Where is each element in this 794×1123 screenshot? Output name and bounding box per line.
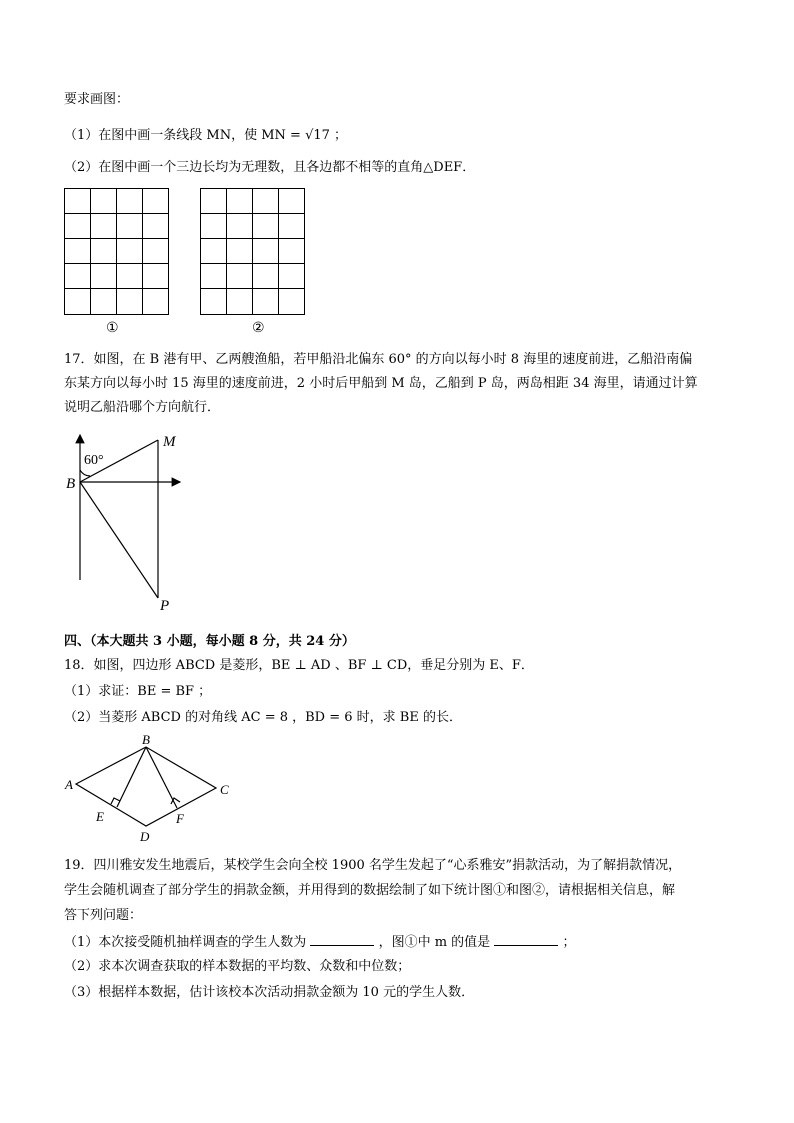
grid-figure-2 (200, 188, 306, 316)
grid-label-2: ② (252, 320, 265, 336)
point-D-label: D (140, 829, 150, 844)
point-C-label: C (220, 782, 229, 797)
q17-line3: 说明乙船沿哪个方向航行． (64, 400, 221, 415)
angle-arc (80, 470, 90, 476)
fig18-rhombus-diagram (60, 732, 240, 847)
fig17-navigation-diagram (60, 430, 200, 615)
point-F-label: F (176, 811, 184, 826)
q16-part1: （1）在图中画一条线段 MN，使 MN = √17 ； (64, 128, 348, 143)
grid-figure-1 (64, 188, 170, 316)
point-B-label: B (66, 476, 76, 492)
q19-part2: （2）求本次调查获取的样本数据的平均数、众数和中位数； (64, 959, 411, 974)
q17-line1: 17．如图，在 B 港有甲、乙两艘渔船，若甲船沿北偏东 60° 的方向以每小时 8 海里的速度前进，乙船沿南偏 (64, 352, 693, 367)
point-A-label: A (65, 777, 73, 792)
intro-text: 要求画图： (64, 92, 130, 107)
q19-line3: 答下列问题： (64, 908, 143, 923)
answer-blank-m[interactable] (494, 931, 558, 946)
q17-line2: 东某方向以每小时 15 海里的速度前进，2 小时后甲船到 M 岛，乙船到 P 岛，两岛相距 34 海里，请通过计算 (64, 376, 698, 391)
grid-label-1: ① (106, 320, 119, 336)
q19-part1-text-b: ，图①中 m 的值是 (378, 935, 491, 950)
q18-stem: 18．如图，四边形 ABCD 是菱形，BE ⊥ AD 、BF ⊥ CD，垂足分别为 E、F． (64, 658, 534, 673)
point-P-label: P (160, 598, 170, 614)
q18-part2: （2）当菱形 ABCD 的对角线 AC = 8 ，BD = 6 时，求 BE 的长． (64, 710, 462, 725)
line-BP (80, 482, 158, 598)
q19-part1-text-c: ； (562, 935, 576, 950)
line-BE (117, 747, 146, 807)
q19-part1 (64, 931, 575, 953)
q19-line2: 学生会随机调查了部分学生的捐款金额，并用得到的数据绘制了如下统计图①和图②，请根据相关信息，解 (64, 883, 676, 898)
q19-line1: 19．四川雅安发生地震后，某校学生会向全校 1900 名学生发起了“心系雅安”捐款活动，为了解捐款情况， (64, 858, 682, 873)
point-B-label-18: B (142, 732, 150, 747)
answer-blank-students[interactable] (310, 931, 374, 946)
point-E-label: E (96, 809, 104, 824)
angle-label: 60° (84, 453, 104, 468)
section-4-heading: 四、（本大题共 3 小题，每小题 8 分，共 24 分） (64, 634, 355, 649)
q16-part2: （2）在图中画一个三边长均为无理数，且各边都不相等的直角△DEF． (64, 160, 476, 175)
point-M-label: M (163, 434, 176, 450)
q19-part3: （3）根据样本数据，估计该校本次活动捐款金额为 10 元的学生人数． (64, 985, 475, 1000)
q19-part1-text-a: （1）本次接受随机抽样调查的学生人数为 (64, 935, 307, 950)
q18-part1: （1）求证：BE = BF ； (64, 684, 212, 699)
